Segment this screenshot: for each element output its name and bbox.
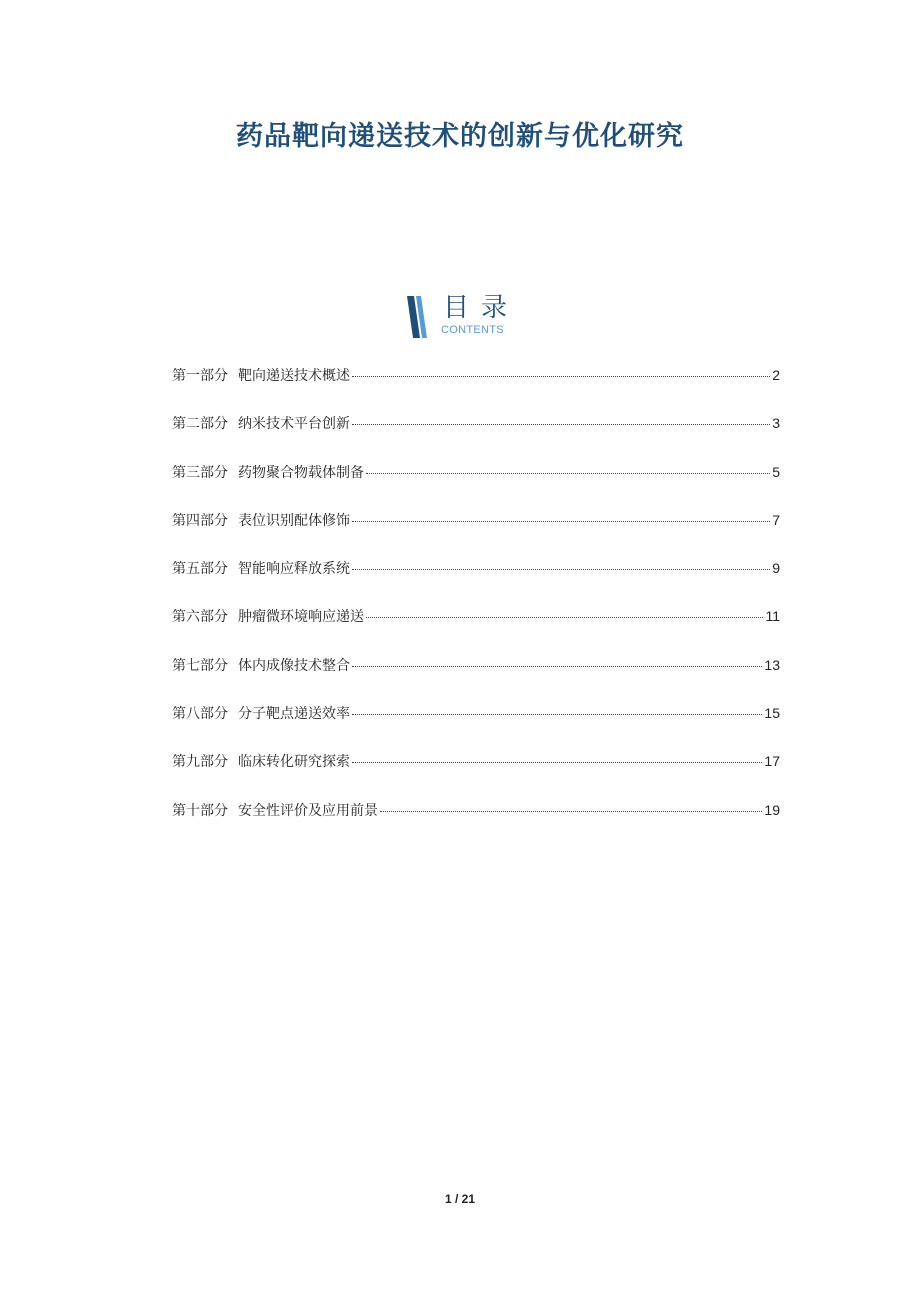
toc-entry[interactable]	[172, 751, 780, 799]
toc-entry[interactable]	[172, 703, 780, 751]
toc-dot-leader	[366, 617, 763, 618]
toc-entry-page: 5	[772, 463, 780, 480]
toc-entry[interactable]	[172, 510, 780, 558]
toc-entry-title: 表位识别配体修饰	[238, 512, 350, 529]
toc-entry-part: 第五部分	[172, 561, 228, 578]
toc-entry-page: 11	[765, 608, 780, 625]
toc-entry-part: 第三部分	[172, 464, 228, 481]
toc-entry-title: 纳米技术平台创新	[238, 416, 350, 433]
toc-entry-part: 第四部分	[172, 512, 228, 529]
toc-entry-part: 第九部分	[172, 754, 228, 771]
toc-dot-leader	[352, 424, 770, 425]
toc-entry-page: 17	[764, 753, 780, 770]
table-of-contents	[172, 365, 780, 848]
toc-entry-title: 药物聚合物载体制备	[238, 464, 364, 481]
toc-entry-title: 靶向递送技术概述	[238, 368, 350, 384]
toc-dot-leader	[352, 569, 770, 570]
toc-dot-leader	[366, 473, 770, 474]
toc-logo-icon	[405, 296, 431, 338]
toc-entry-title: 临床转化研究探索	[238, 754, 350, 771]
toc-entry[interactable]	[172, 365, 780, 413]
toc-entry-page: 9	[772, 560, 780, 577]
toc-entry-part: 第十部分	[172, 802, 228, 819]
toc-entry-page: 19	[764, 801, 780, 818]
toc-dot-leader	[380, 811, 762, 812]
toc-dot-leader	[352, 521, 770, 522]
toc-entry-part: 第八部分	[172, 706, 228, 723]
toc-dot-leader	[352, 714, 762, 715]
toc-entry-page: 7	[772, 511, 780, 528]
toc-entry[interactable]	[172, 655, 780, 703]
toc-header	[405, 292, 525, 342]
toc-entry-title: 智能响应释放系统	[238, 561, 350, 578]
document-title: 药品靶向递送技术的创新与优化研究	[236, 121, 684, 152]
toc-entry-part: 第一部分	[172, 368, 228, 384]
toc-dot-leader	[352, 666, 762, 667]
toc-entry-page: 13	[764, 656, 780, 673]
toc-entry-title: 肿瘤微环境响应递送	[238, 609, 364, 626]
toc-entry-page: 15	[764, 705, 780, 722]
toc-entry-page: 3	[772, 415, 780, 432]
toc-entry-title: 安全性评价及应用前景	[238, 802, 378, 819]
toc-entry[interactable]	[172, 462, 780, 510]
toc-subheading: CONTENTS	[441, 324, 504, 336]
toc-entry-part: 第七部分	[172, 657, 228, 674]
toc-entry[interactable]	[172, 606, 780, 654]
toc-dot-leader	[352, 376, 770, 377]
toc-entry-part: 第六部分	[172, 609, 228, 626]
toc-entry[interactable]	[172, 558, 780, 606]
toc-entry[interactable]	[172, 800, 780, 848]
toc-entry-part: 第二部分	[172, 416, 228, 433]
toc-entry[interactable]	[172, 413, 780, 461]
toc-entry-title: 体内成像技术整合	[238, 657, 350, 674]
toc-entry-title: 分子靶点递送效率	[238, 706, 350, 723]
page-number: 1 / 21	[444, 1192, 476, 1206]
toc-heading: 目录	[443, 293, 520, 323]
toc-entry-page: 2	[772, 367, 780, 383]
toc-dot-leader	[352, 762, 762, 763]
